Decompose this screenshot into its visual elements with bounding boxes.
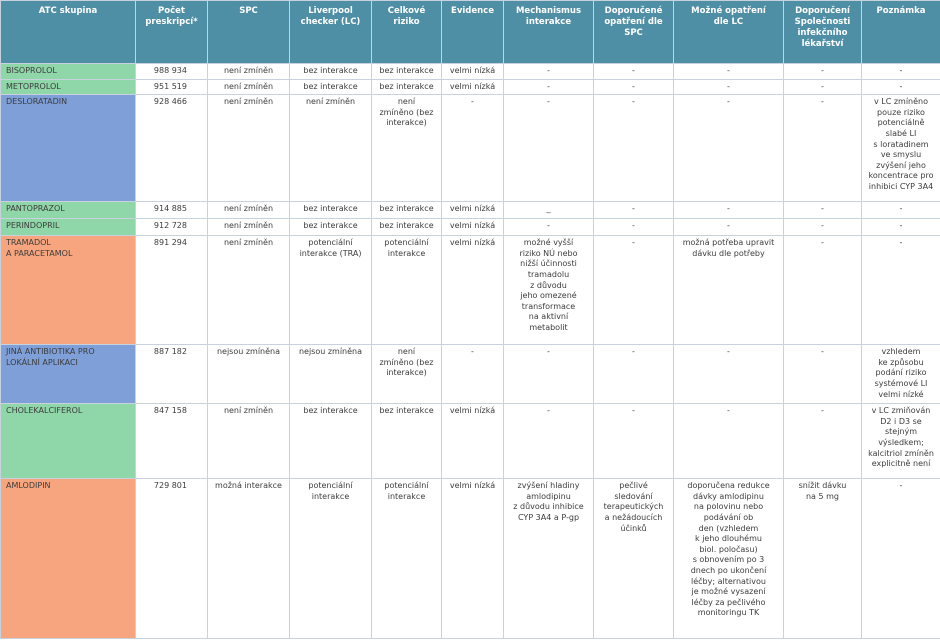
cell-poznamka: v LC zmíněno pouze riziko potenciálně slabé LI s loratadinem ve smyslu zvýšení jeho koncentrace pro inhibici CYP 3A4 xyxy=(862,95,940,202)
table-row xyxy=(1,479,940,639)
cell-poznamka: v LC zmiňován D2 i D3 se stejným výsledkem; kalcitriol zmíněn explicitně není xyxy=(862,404,940,479)
header-doporuceni-spolecnosti: Doporučení Společnosti infekčního lékařství xyxy=(784,1,862,64)
cell-celkove-riziko: potenciální interakce xyxy=(372,479,442,639)
cell-doporuceni: - xyxy=(784,345,862,404)
cell-spc: není zmíněn xyxy=(208,236,290,345)
cell-pocet-preskripci: 887 182 xyxy=(136,345,208,404)
cell-evidence: velmi nízká xyxy=(442,479,504,639)
cell-poznamka: - xyxy=(862,479,940,639)
cell-opatreni-spc: - xyxy=(594,404,674,479)
cell-doporuceni: - xyxy=(784,219,862,236)
cell-pocet-preskripci: 912 728 xyxy=(136,219,208,236)
cell-evidence: velmi nízká xyxy=(442,79,504,95)
cell-doporuceni: - xyxy=(784,236,862,345)
cell-opatreni-lc: - xyxy=(674,345,784,404)
cell-pocet-preskripci: 729 801 xyxy=(136,479,208,639)
cell-evidence: velmi nízká xyxy=(442,236,504,345)
header-mozne-opatreni-lc: Možné opatření dle LC xyxy=(674,1,784,64)
cell-pocet-preskripci: 928 466 xyxy=(136,95,208,202)
cell-doporuceni: - xyxy=(784,202,862,219)
cell-liverpool-checker: bez interakce xyxy=(290,64,372,80)
cell-mechanismus: možné vyšší riziko NÚ nebo nižší účinnosti tramadolu z důvodu jeho omezené transformace na aktivní metabolit xyxy=(504,236,594,345)
cell-opatreni-lc: možná potřeba upravit dávku dle potřeby xyxy=(674,236,784,345)
cell-doporuceni: - xyxy=(784,404,862,479)
cell-mechanismus: - xyxy=(504,79,594,95)
cell-opatreni-lc: - xyxy=(674,79,784,95)
cell-atc-name: CHOLEKALCIFEROL xyxy=(1,404,136,479)
cell-liverpool-checker: bez interakce xyxy=(290,202,372,219)
cell-spc: není zmíněn xyxy=(208,79,290,95)
cell-evidence: velmi nízká xyxy=(442,64,504,80)
cell-opatreni-spc: - xyxy=(594,64,674,80)
cell-spc: možná interakce xyxy=(208,479,290,639)
cell-mechanismus: - xyxy=(504,219,594,236)
cell-celkove-riziko: potenciální interakce xyxy=(372,236,442,345)
cell-poznamka: - xyxy=(862,202,940,219)
cell-atc-name: BISOPROLOL xyxy=(1,64,136,80)
cell-poznamka: - xyxy=(862,236,940,345)
cell-evidence: velmi nízká xyxy=(442,404,504,479)
cell-spc: není zmíněn xyxy=(208,64,290,80)
cell-opatreni-lc: - xyxy=(674,404,784,479)
cell-pocet-preskripci: 914 885 xyxy=(136,202,208,219)
cell-opatreni-spc: pečlivé sledování terapeutických a nežádoucích účinků xyxy=(594,479,674,639)
header-mechanismus-interakce: Mechanismus interakce xyxy=(504,1,594,64)
cell-atc-name: METOPROLOL xyxy=(1,79,136,95)
cell-opatreni-spc: - xyxy=(594,219,674,236)
table-row xyxy=(1,404,940,479)
header-evidence: Evidence xyxy=(442,1,504,64)
cell-mechanismus: - xyxy=(504,64,594,80)
cell-spc: není zmíněn xyxy=(208,404,290,479)
cell-celkove-riziko: bez interakce xyxy=(372,219,442,236)
cell-doporuceni: - xyxy=(784,95,862,202)
cell-spc: není zmíněn xyxy=(208,95,290,202)
cell-liverpool-checker: potenciální interakce (TRA) xyxy=(290,236,372,345)
cell-atc-name: JINÁ ANTIBIOTIKA PRO LOKÁLNÍ APLIKACI xyxy=(1,345,136,404)
cell-pocet-preskripci: 988 934 xyxy=(136,64,208,80)
table-row xyxy=(1,79,940,95)
cell-liverpool-checker: nejsou zmíněna xyxy=(290,345,372,404)
cell-atc-name: DESLORATADIN xyxy=(1,95,136,202)
cell-opatreni-lc: - xyxy=(674,64,784,80)
header-liverpool-checker: Liverpool checker (LC) xyxy=(290,1,372,64)
cell-mechanismus: - xyxy=(504,95,594,202)
cell-opatreni-spc: - xyxy=(594,236,674,345)
table-row xyxy=(1,345,940,404)
cell-opatreni-spc: - xyxy=(594,345,674,404)
cell-mechanismus: zvýšení hladiny amlodipinu z důvodu inhibice CYP 3A4 a P-gp xyxy=(504,479,594,639)
cell-opatreni-spc: - xyxy=(594,95,674,202)
cell-celkove-riziko: bez interakce xyxy=(372,79,442,95)
table-row xyxy=(1,236,940,345)
cell-atc-name: PANTOPRAZOL xyxy=(1,202,136,219)
header-spc: SPC xyxy=(208,1,290,64)
table-body xyxy=(1,64,940,639)
cell-liverpool-checker: bez interakce xyxy=(290,404,372,479)
cell-spc: není zmíněn xyxy=(208,202,290,219)
cell-pocet-preskripci: 847 158 xyxy=(136,404,208,479)
table-row xyxy=(1,64,940,80)
cell-opatreni-lc: - xyxy=(674,219,784,236)
cell-pocet-preskripci: 891 294 xyxy=(136,236,208,345)
cell-evidence: - xyxy=(442,95,504,202)
cell-mechanismus: - xyxy=(504,404,594,479)
cell-celkove-riziko: bez interakce xyxy=(372,64,442,80)
cell-atc-name: TRAMADOL A PARACETAMOL xyxy=(1,236,136,345)
cell-pocet-preskripci: 951 519 xyxy=(136,79,208,95)
table-row xyxy=(1,95,940,202)
cell-poznamka: - xyxy=(862,64,940,80)
table-row xyxy=(1,219,940,236)
cell-doporuceni: - xyxy=(784,79,862,95)
cell-opatreni-lc: doporučena redukce dávky amlodipinu na polovinu nebo podávání ob den (vzhledem k jeho dlouhému biol. poločasu) s obnovením po 3 dnech po ukončení léčby; alternativou je možné vysazení léčby za pečlivého monitoringu TK xyxy=(674,479,784,639)
cell-opatreni-lc: - xyxy=(674,95,784,202)
cell-celkove-riziko: není zmíněno (bez interakce) xyxy=(372,345,442,404)
cell-mechanismus: _ xyxy=(504,202,594,219)
cell-opatreni-lc: - xyxy=(674,202,784,219)
header-pocet-preskripci: Počet preskripcí* xyxy=(136,1,208,64)
cell-evidence: velmi nízká xyxy=(442,219,504,236)
table-row xyxy=(1,202,940,219)
header-doporucene-opatreni-spc: Doporučené opatření dle SPC xyxy=(594,1,674,64)
cell-poznamka: vzhledem ke způsobu podání riziko systémové LI velmi nízké xyxy=(862,345,940,404)
header-celkove-riziko: Celkové riziko xyxy=(372,1,442,64)
header-atc-skupina: ATC skupina xyxy=(1,1,136,64)
header-row xyxy=(1,1,940,64)
cell-liverpool-checker: bez interakce xyxy=(290,79,372,95)
cell-evidence: velmi nízká xyxy=(442,202,504,219)
cell-celkove-riziko: není zmíněno (bez interakce) xyxy=(372,95,442,202)
header-poznamka: Poznámka xyxy=(862,1,940,64)
cell-spc: není zmíněn xyxy=(208,219,290,236)
cell-liverpool-checker: potenciální interakce xyxy=(290,479,372,639)
cell-mechanismus: - xyxy=(504,345,594,404)
cell-liverpool-checker: není zmíněn xyxy=(290,95,372,202)
cell-opatreni-spc: - xyxy=(594,202,674,219)
cell-celkove-riziko: bez interakce xyxy=(372,202,442,219)
cell-doporuceni: snížit dávku na 5 mg xyxy=(784,479,862,639)
cell-atc-name: PERINDOPRIL xyxy=(1,219,136,236)
cell-spc: nejsou zmíněna xyxy=(208,345,290,404)
cell-evidence: - xyxy=(442,345,504,404)
cell-poznamka: - xyxy=(862,219,940,236)
cell-celkove-riziko: bez interakce xyxy=(372,404,442,479)
cell-doporuceni: - xyxy=(784,64,862,80)
cell-opatreni-spc: - xyxy=(594,79,674,95)
cell-atc-name: AMLODIPIN xyxy=(1,479,136,639)
cell-liverpool-checker: bez interakce xyxy=(290,219,372,236)
cell-poznamka: - xyxy=(862,79,940,95)
